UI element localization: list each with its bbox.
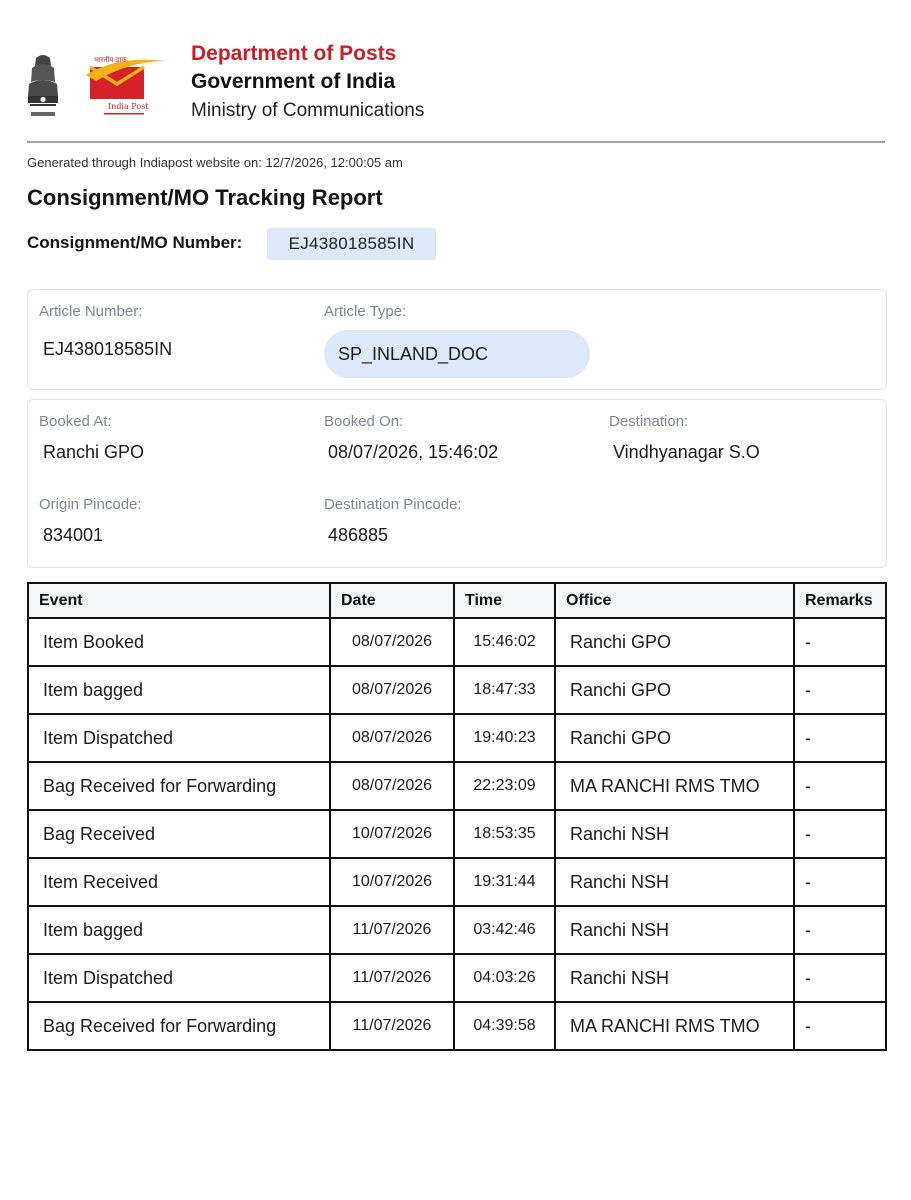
column-header-date: Date — [330, 583, 454, 618]
remarks-cell: - — [794, 954, 886, 1002]
time-cell: 03:42:46 — [454, 906, 555, 954]
destination-value: Vindhyanagar S.O — [613, 442, 760, 462]
booked-on-value: 08/07/2026, 15:46:02 — [328, 442, 499, 462]
office-cell: Ranchi GPO — [555, 714, 794, 762]
booked-at-value: Ranchi GPO — [43, 442, 145, 462]
event-cell: Item Received — [28, 858, 330, 906]
column-header-time: Time — [454, 583, 555, 618]
remarks-cell: - — [794, 762, 886, 810]
department-name: Department of Posts — [191, 42, 397, 65]
time-cell: 04:39:58 — [454, 1002, 555, 1050]
destination-label: Destination: — [609, 413, 689, 430]
time-cell: 18:47:33 — [454, 666, 555, 714]
remarks-cell: - — [794, 618, 886, 666]
date-cell: 11/07/2026 — [330, 1002, 454, 1050]
government-name: Government of India — [191, 70, 396, 93]
table-row — [28, 906, 886, 954]
table-row — [28, 618, 886, 666]
event-cell: Bag Received for Forwarding — [28, 762, 330, 810]
event-cell: Bag Received for Forwarding — [28, 1002, 330, 1050]
booked-on-label: Booked On: — [324, 413, 404, 430]
event-cell: Item Booked — [28, 618, 330, 666]
booked-at-label: Booked At: — [39, 413, 112, 430]
office-cell: Ranchi NSH — [555, 906, 794, 954]
table-header-row — [28, 583, 886, 618]
column-header-event: Event — [28, 583, 330, 618]
date-cell: 10/07/2026 — [330, 810, 454, 858]
article-number-value: EJ438018585IN — [43, 339, 173, 359]
event-cell: Bag Received — [28, 810, 330, 858]
letterhead — [0, 0, 911, 145]
table-row — [28, 714, 886, 762]
header-divider — [27, 141, 885, 143]
remarks-cell: - — [794, 666, 886, 714]
date-cell: 08/07/2026 — [330, 618, 454, 666]
remarks-cell: - — [794, 1002, 886, 1050]
table-row — [28, 858, 886, 906]
time-cell: 04:03:26 — [454, 954, 555, 1002]
report-title: Consignment/MO Tracking Report — [27, 185, 383, 210]
date-cell: 08/07/2026 — [330, 762, 454, 810]
office-cell: MA RANCHI RMS TMO — [555, 1002, 794, 1050]
date-cell: 11/07/2026 — [330, 954, 454, 1002]
event-cell: Item Dispatched — [28, 954, 330, 1002]
article-number-label: Article Number: — [39, 303, 143, 320]
time-cell: 19:40:23 — [454, 714, 555, 762]
article-type-badge: SP_INLAND_DOC — [324, 330, 590, 378]
destination-pincode-label: Destination Pincode: — [324, 496, 462, 513]
table-row — [28, 810, 886, 858]
india-post-logo — [78, 53, 170, 119]
date-cell: 11/07/2026 — [330, 906, 454, 954]
ministry-name: Ministry of Communications — [191, 100, 425, 121]
time-cell: 22:23:09 — [454, 762, 555, 810]
article-type-label: Article Type: — [324, 303, 407, 320]
time-cell: 15:46:02 — [454, 618, 555, 666]
office-cell: Ranchi NSH — [555, 954, 794, 1002]
remarks-cell: - — [794, 906, 886, 954]
office-cell: Ranchi NSH — [555, 810, 794, 858]
remarks-cell: - — [794, 810, 886, 858]
time-cell: 19:31:44 — [454, 858, 555, 906]
svg-text:India Post: India Post — [108, 102, 149, 111]
event-cell: Item bagged — [28, 666, 330, 714]
table-row — [28, 954, 886, 1002]
svg-text:भारतीय डाक: भारतीय डाक — [94, 56, 127, 64]
date-cell: 08/07/2026 — [330, 666, 454, 714]
destination-pincode-value: 486885 — [328, 525, 389, 545]
time-cell: 18:53:35 — [454, 810, 555, 858]
origin-pincode-label: Origin Pincode: — [39, 496, 142, 513]
date-cell: 08/07/2026 — [330, 714, 454, 762]
national-emblem-icon — [24, 52, 62, 122]
date-cell: 10/07/2026 — [330, 858, 454, 906]
tracking-events-table — [27, 582, 887, 1051]
event-cell: Item Dispatched — [28, 714, 330, 762]
office-cell: MA RANCHI RMS TMO — [555, 762, 794, 810]
generated-timestamp: Generated through Indiapost website on: 12/7/2026, 12:00:05 am — [27, 155, 403, 170]
consignment-number-value: EJ438018585IN — [267, 228, 436, 260]
column-header-remarks: Remarks — [794, 583, 886, 618]
origin-pincode-value: 834001 — [43, 525, 104, 545]
table-row — [28, 1002, 886, 1050]
event-cell: Item bagged — [28, 906, 330, 954]
office-cell: Ranchi GPO — [555, 666, 794, 714]
table-row — [28, 666, 886, 714]
remarks-cell: - — [794, 714, 886, 762]
article-info-card — [27, 289, 887, 390]
office-cell: Ranchi GPO — [555, 618, 794, 666]
column-header-office: Office — [555, 583, 794, 618]
office-cell: Ranchi NSH — [555, 858, 794, 906]
remarks-cell: - — [794, 858, 886, 906]
consignment-number-label: Consignment/MO Number: — [27, 233, 243, 252]
table-row — [28, 762, 886, 810]
booking-info-card — [27, 399, 887, 568]
